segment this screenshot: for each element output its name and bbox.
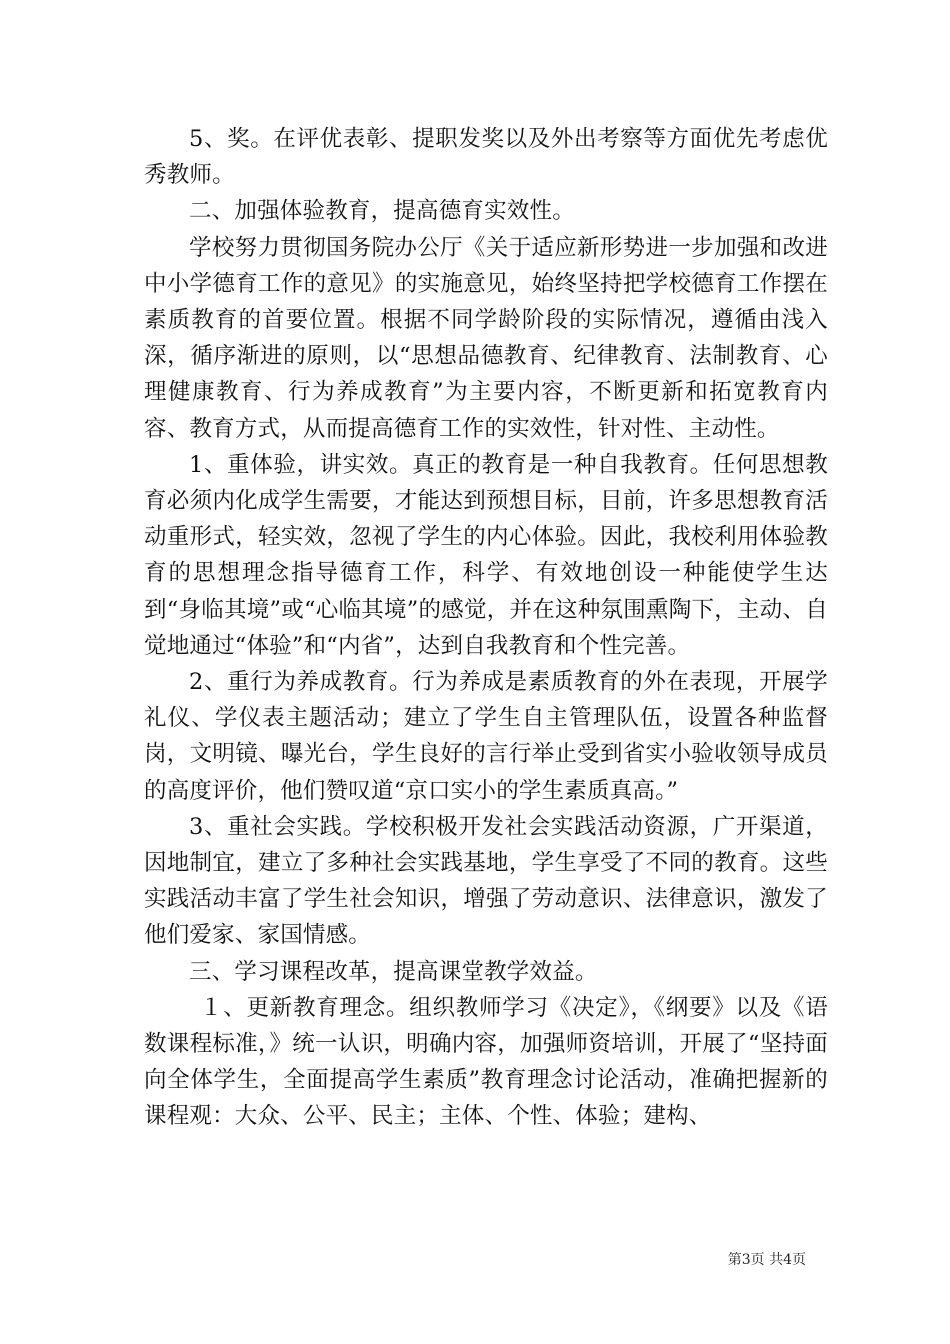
paragraph-reward: 5、奖。在评优表彰、提职发奖以及外出考察等方面优先考虑优秀教师。 bbox=[144, 126, 828, 189]
paragraph-education-concepts: １、更新教育理念。组织教师学习《决定》，《纲要》以及《语数课程标准，》统一认识，明确内容，加强师资培训，开展了“坚持面向全体学生，全面提高学生素质”教育理念讨论活动，准确把握新的课程观：大众、公平、民主；主体、个性、体验；建构、 bbox=[144, 994, 828, 1130]
paragraph-experience-effect: 1、重体验，讲实效。真正的教育是一种自我教育。任何思想教育必须内化成学生需要，才能达到预想目标，目前，许多思想教育活动重形式，轻实效，忽视了学生的内心体验。因此，我校利用体验教育的思想理念指导德育工作，科学、有效地创设一种能使学生达到“身临其境”或“心临其境”的感觉，并在这种氛围熏陶下，主动、自觉地通过“体验”和“内省”，达到自我教育和个性完善。 bbox=[144, 451, 828, 659]
heading-experience-education: 二、加强体验教育，提高德育实效性。 bbox=[189, 198, 575, 225]
paragraph-social-practice: 3、重社会实践。学校积极开发社会实践活动资源，广开渠道，因地制宜，建立了多种社会实践基地，学生享受了不同的教育。这些实践活动丰富了学生社会知识，增强了劳动意识、法律意识，激发了他们爱家、家国情感。 bbox=[144, 813, 828, 949]
paragraph-behavior-habits: 2、重行为养成教育。行为养成是素质教育的外在表现，开展学礼仪、学仪表主题活动；建立了学生自主管理队伍，设置各种监督岗，文明镜、曝光台，学生良好的言行举止受到省实小验收领导成员的高度评价，他们赞叹道“京口实小的学生素质真高。” bbox=[144, 669, 828, 804]
paragraph-moral-education: 学校努力贯彻国务院办公厅《关于适应新形势进一步加强和改进中小学德育工作的意见》的实施意见，始终坚持把学校德育工作摆在素质教育的首要位置。根据不同学龄阶段的实际情况，遵循由浅入深，循序渐进的原则，以“思想品德教育、纪律教育、法制教育、心理健康教育、行为养成教育”为主要内容，不断更新和拓宽教育内容、教育方式，从而提高德育工作的实效性，针对性、主动性。 bbox=[144, 234, 828, 442]
heading-curriculum-reform: 三、学习课程改革，提高课堂教学效益。 bbox=[189, 958, 598, 985]
document-body bbox=[144, 121, 828, 1135]
page-number-footer: 第3页 共4页 bbox=[727, 1252, 806, 1268]
